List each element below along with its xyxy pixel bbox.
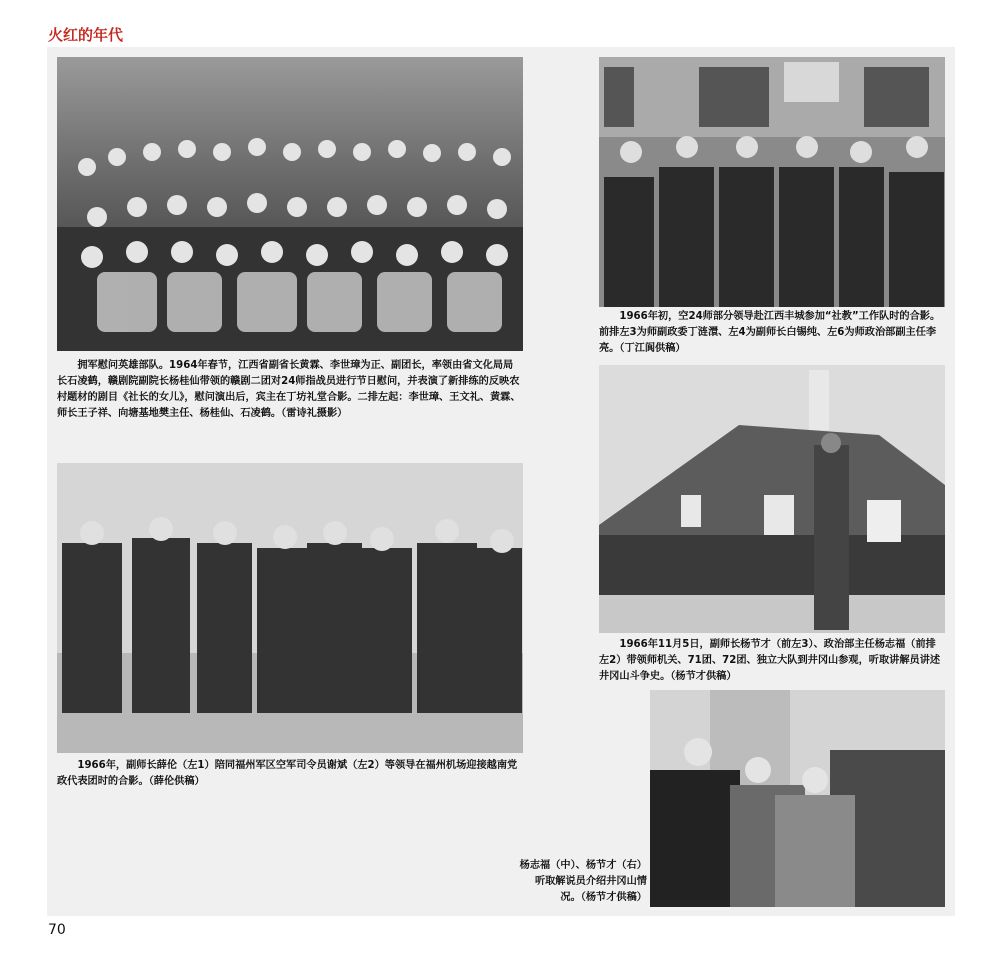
photo-group-performance xyxy=(57,57,523,351)
photo-caption: 拥军慰问英雄部队。1964年春节，江西省副省长黄霖、李世璋为正、副团长，率领由省文化局局长石凌鹤，赣剧院副院长杨桂仙带领的赣剧二团对24师指战员进行节日慰问，并表演了新排练的反映农村题材的剧目《社长的女儿》，慰问演出后，宾主在丁坊礼堂合影。二排左起：李世璋、王文礼、黄霖、师长王子祥、向塘基地樊主任、杨桂仙、石凌鹤。（雷诗礼摄影） xyxy=(57,360,521,419)
photo-airport-reception xyxy=(57,463,523,753)
photo-caption: 杨志福（中）、杨节才（右）听取解说员介绍井冈山情况。（杨节才供稿） xyxy=(519,860,647,903)
photo-caption: 1966年，副师长薛伦（左1）陪同福州军区空军司令员谢斌（左2）等领导在福州机场迎接越南党政代表团时的合影。（薛伦供稿） xyxy=(57,760,518,787)
photo-guide-explanation xyxy=(650,690,945,907)
page-number: 70 xyxy=(48,922,66,938)
photo-jinggangshan-visit xyxy=(599,365,945,633)
photo-caption: 1966年初，空24师部分领导赴江西丰城参加“社教”工作队时的合影。前排左3为师副政委丁涟澴、左4为副师长白锡纯、左6为师政治部副主任李亮。（丁江阆供稿） xyxy=(599,311,941,354)
photo-fengcheng-group xyxy=(599,57,945,307)
photo-caption: 1966年11月5日，副师长杨节才（前左3）、政治部主任杨志福（前排左2）带领师机关、71团、72团、独立大队到井冈山参观，听取讲解员讲述井冈山斗争史。（杨节才供稿） xyxy=(599,639,941,682)
section-title: 火红的年代 xyxy=(48,26,124,44)
